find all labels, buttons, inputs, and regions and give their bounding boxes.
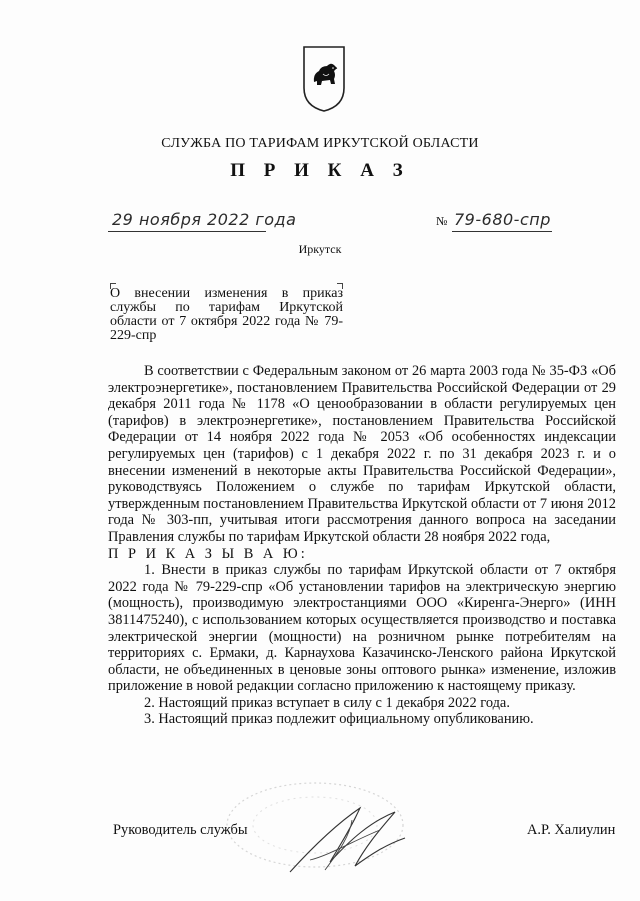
preamble-paragraph: В соответствии с Федеральным законом от 26 марта 2003 года № 35-ФЗ «Об электроэнергетике», постановлением Правительства Российской Федерации от 29 декабря 2011 года № 1178 «О ценообразовании в области регулируемых цен (тарифов) в электроэнергетике», постановлением Правительства Российской Федерации от 14 ноября 2022 года № 2053 «Об особенностях индексации регулируемых цен (тарифов) с 1 декабря 2022 г. по 31 декабря 2023 г. и о внесении изменений в некоторые акты Правительства Российской Федерации», руководствуясь Положением о службе по тарифам Иркутской области, утвержденным постановлением Правительства Иркутской области от 7 июня 2012 года № 303-пп, учитывая итоги рассмотрения данного вопроса на заседании Правления службы по тарифам Иркутской области 28 ноября 2022 года, — [108, 363, 616, 545]
date-underline — [108, 231, 266, 232]
signatory-name: А.Р. Халиулин — [527, 822, 616, 838]
order-item-1: 1. Внести в приказ службы по тарифам Иркутской области от 7 октября 2022 года № 79-229-спр «Об установлении тарифов на электрическую энергию (мощность), производимую электростанциями ООО «Киренга-Энерго» (ИНН 3811475240), с использованием которых осуществляется производство и поставка электрической энергии (мощности) на розничном рынке потребителям на территориях с. Ермаки, д. Карнаухова Казачинско-Ленского района Иркутской области, не объединенных в ценовые зоны оптового рынка» изменение, изложив приложение в новой редакции согласно приложению к настоящему приказу. — [108, 562, 616, 695]
agency-name: СЛУЖБА ПО ТАРИФАМ ИРКУТСКОЙ ОБЛАСТИ — [161, 136, 479, 151]
coat-of-arms-icon — [301, 44, 347, 114]
number-sign: № — [436, 214, 448, 228]
order-number: 79-680-спр — [454, 210, 551, 229]
signatory-position: Руководитель службы — [113, 822, 248, 838]
handwritten-signature — [280, 800, 420, 880]
order-date: 29 ноября 2022 года — [112, 210, 297, 229]
order-body — [108, 363, 616, 728]
order-subject: О внесении изменения в приказ службы по тарифам Иркутской области от 7 октября 2022 года № 79-229-спр — [110, 286, 343, 343]
order-word: П Р И К А З Ы В А Ю: — [108, 545, 308, 562]
city-label: Иркутск — [298, 242, 342, 256]
order-item-2: 2. Настоящий приказ вступает в силу с 1 декабря 2022 года. — [144, 694, 510, 711]
number-underline — [452, 231, 552, 232]
order-item-3: 3. Настоящий приказ подлежит официальному опубликованию. — [144, 711, 534, 728]
document-type-title: П Р И К А З — [230, 160, 410, 181]
